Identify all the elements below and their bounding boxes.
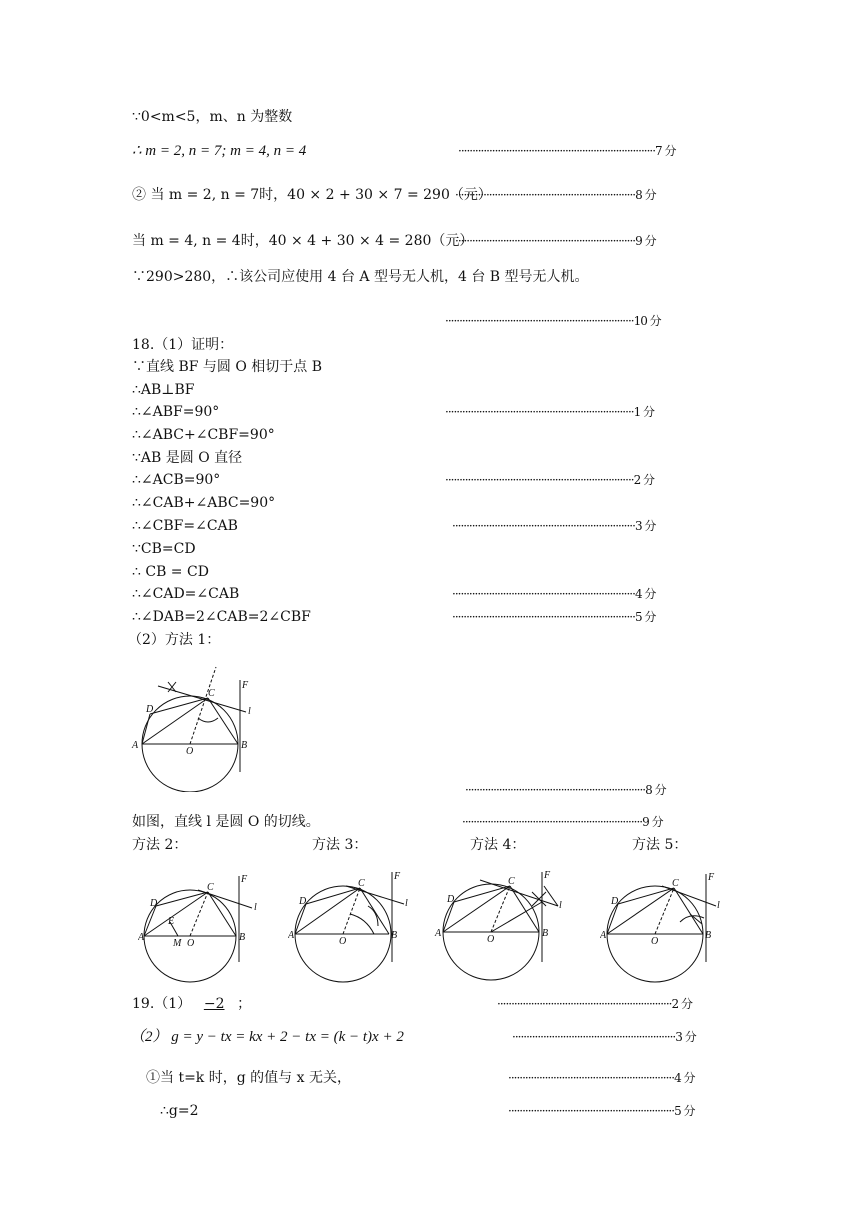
svg-text:M: M (173, 938, 182, 949)
score-g5: ···························································5 分 (508, 1104, 695, 1118)
svg-text:C: C (208, 688, 215, 699)
score-g4: ···························································4 分 (508, 1071, 695, 1085)
q19-heading: 19.（1） −2 ； (132, 996, 252, 1012)
figure-method-1 (128, 662, 268, 792)
q19-part-2-case: ①当 t=k 时，g 的值与 x 无关， (146, 1070, 351, 1086)
svg-text:F: F (544, 870, 551, 881)
figure-method-4 (434, 866, 569, 984)
svg-text:C: C (672, 878, 679, 889)
svg-text:O: O (651, 936, 659, 947)
svg-text:l: l (254, 902, 257, 913)
line-case-1: ② 当 m = 2, n = 7时，40 × 2 + 30 × 7 = 290（元） (132, 187, 492, 203)
svg-text:l: l (717, 900, 720, 911)
part-2-method-1: （2）方法 1： (128, 632, 221, 648)
q19-part-2: （2） g = y − tx = kx + 2 − tx = (k − t)x + 2 (130, 1029, 404, 1045)
method-3-label: 方法 3： (312, 837, 368, 853)
svg-text:A: A (138, 932, 145, 943)
svg-text:l: l (559, 900, 562, 911)
svg-text:B: B (391, 930, 398, 941)
score-10: ···································································10 分 (445, 314, 661, 328)
score-7: ······································································7 分 (458, 144, 676, 158)
proof-step-7: ∴∠CAB+∠ABC=90° (132, 495, 276, 511)
line-solutions: ∴ m = 2, n = 7; m = 4, n = 4 (132, 143, 307, 159)
proof-step-2: ∴AB⊥BF (132, 382, 195, 398)
proof-step-11: ∴∠CAD=∠CAB (132, 586, 240, 602)
figure-method-2 (138, 870, 268, 985)
proof-step-1: ∵直线 BF 与圆 O 相切于点 B (132, 359, 323, 375)
svg-text:F: F (394, 871, 401, 882)
proof-step-12: ∴∠DAB=2∠CAB=2∠CBF (132, 609, 311, 625)
svg-text:E: E (168, 916, 175, 927)
svg-text:B: B (705, 930, 712, 941)
q19-part-2-result: ∴g=2 (160, 1103, 199, 1119)
q19-answer: −2 (203, 996, 225, 1012)
line-conclusion: ∵290>280，∴该公司应使用 4 台 A 型号无人机，4 台 B 型号无人机。 (132, 269, 589, 285)
svg-text:F: F (708, 872, 715, 883)
proof-step-5: ∵AB 是圆 O 直径 (132, 450, 243, 466)
score-f9: ································································9 分 (462, 815, 663, 829)
svg-text:C: C (508, 876, 515, 887)
score-g3: ··························································3 分 (512, 1030, 696, 1044)
line-condition: ∵0<m<5，m、n 为整数 (132, 109, 293, 125)
svg-text:B: B (542, 928, 549, 939)
svg-text:D: D (146, 704, 154, 715)
svg-text:l: l (405, 898, 408, 909)
proof-step-4: ∴∠ABC+∠CBF=90° (132, 427, 275, 443)
score-1: ···································································1 分 (445, 405, 655, 419)
figure-method-5 (600, 866, 730, 984)
svg-text:D: D (150, 898, 158, 909)
proof-step-9: ∵CB=CD (132, 541, 196, 557)
svg-text:D: D (611, 896, 619, 907)
score-4: ·································································4 分 (452, 587, 656, 601)
svg-text:F: F (241, 874, 248, 885)
score-5: ·································································5 分 (452, 610, 656, 624)
svg-text:A: A (600, 930, 607, 941)
svg-text:D: D (447, 894, 455, 905)
svg-text:O: O (187, 938, 195, 949)
score-2: ···································································2 分 (445, 473, 655, 487)
tangent-note: 如图，直线 l 是圆 O 的切线。 (132, 814, 320, 830)
score-3: ·································································3 分 (452, 519, 656, 533)
figure-method-3 (288, 866, 418, 984)
svg-text:A: A (288, 930, 295, 941)
svg-text:F: F (242, 680, 249, 691)
method-4-label: 方法 4： (470, 837, 526, 853)
svg-text:A: A (132, 740, 139, 751)
q18-heading: 18.（1）证明： (132, 337, 234, 353)
svg-text:D: D (299, 896, 307, 907)
score-8: ································································8 分 (455, 188, 656, 202)
proof-step-10: ∴ CB = CD (132, 564, 209, 580)
svg-text:C: C (358, 878, 365, 889)
svg-text:B: B (239, 932, 246, 943)
score-g2: ······························································2 分 (497, 997, 692, 1011)
score-9: ································································9 分 (455, 234, 656, 248)
svg-text:l: l (248, 706, 251, 717)
line-case-2: 当 m = 4, n = 4时，40 × 4 + 30 × 4 = 280（元） (132, 233, 474, 249)
proof-step-8: ∴∠CBF=∠CAB (132, 518, 238, 534)
method-5-label: 方法 5： (632, 837, 688, 853)
svg-text:B: B (241, 740, 248, 751)
svg-text:O: O (339, 936, 347, 947)
proof-step-3: ∴∠ABF=90° (132, 404, 220, 420)
svg-text:O: O (186, 746, 194, 757)
score-f8: ································································8 分 (465, 783, 666, 797)
svg-text:C: C (207, 882, 214, 893)
svg-text:O: O (487, 934, 495, 945)
method-2-label: 方法 2： (132, 837, 188, 853)
svg-text:A: A (435, 928, 442, 939)
proof-step-6: ∴∠ACB=90° (132, 472, 221, 488)
